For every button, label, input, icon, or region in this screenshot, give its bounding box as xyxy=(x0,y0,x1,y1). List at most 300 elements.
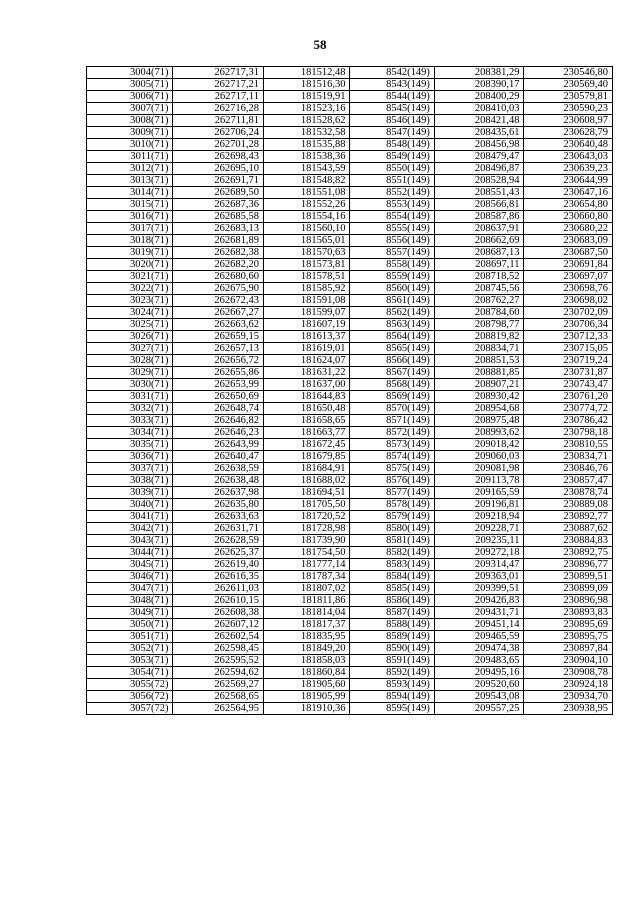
point-id-a-cell: 3013(71) xyxy=(87,175,173,187)
coord-y-b-cell: 230654,80 xyxy=(524,199,613,211)
point-id-b-cell: 8586(149) xyxy=(350,595,434,607)
coord-x-a-cell: 262633,63 xyxy=(173,511,264,523)
point-id-a-cell: 3005(71) xyxy=(87,79,173,91)
coord-y-a-cell: 181565,01 xyxy=(264,235,350,247)
table-row xyxy=(87,331,613,343)
point-id-b-cell: 8548(149) xyxy=(350,139,434,151)
coord-y-a-cell: 181519,91 xyxy=(264,91,350,103)
coord-y-a-cell: 181787,34 xyxy=(264,571,350,583)
coord-y-b-cell: 230889,08 xyxy=(524,499,613,511)
point-id-a-cell: 3022(71) xyxy=(87,283,173,295)
point-id-b-cell: 8583(149) xyxy=(350,559,434,571)
coord-x-a-cell: 262657,13 xyxy=(173,343,264,355)
point-id-b-cell: 8580(149) xyxy=(350,523,434,535)
coord-y-b-cell: 230644,99 xyxy=(524,175,613,187)
coord-y-b-cell: 230899,51 xyxy=(524,571,613,583)
point-id-b-cell: 8573(149) xyxy=(350,439,434,451)
coord-y-a-cell: 181528,62 xyxy=(264,115,350,127)
coord-y-b-cell: 230761,20 xyxy=(524,391,613,403)
table-row xyxy=(87,415,613,427)
coord-y-b-cell: 230899,09 xyxy=(524,583,613,595)
point-id-b-cell: 8587(149) xyxy=(350,607,434,619)
coord-x-b-cell: 208697,11 xyxy=(434,259,524,271)
coord-x-a-cell: 262650,69 xyxy=(173,391,264,403)
coord-y-a-cell: 181548,82 xyxy=(264,175,350,187)
table-row xyxy=(87,295,613,307)
point-id-a-cell: 3029(71) xyxy=(87,367,173,379)
point-id-b-cell: 8568(149) xyxy=(350,379,434,391)
coord-y-a-cell: 181613,37 xyxy=(264,331,350,343)
coord-y-a-cell: 181650,48 xyxy=(264,403,350,415)
coord-x-b-cell: 208718,52 xyxy=(434,271,524,283)
point-id-a-cell: 3030(71) xyxy=(87,379,173,391)
coord-y-b-cell: 230895,69 xyxy=(524,619,613,631)
coord-y-a-cell: 181811,86 xyxy=(264,595,350,607)
point-id-b-cell: 8542(149) xyxy=(350,67,434,79)
point-id-a-cell: 3012(71) xyxy=(87,163,173,175)
point-id-b-cell: 8556(149) xyxy=(350,235,434,247)
table-row xyxy=(87,355,613,367)
point-id-b-cell: 8555(149) xyxy=(350,223,434,235)
table-row xyxy=(87,499,613,511)
point-id-a-cell: 3055(72) xyxy=(87,679,173,691)
coord-y-b-cell: 230680,22 xyxy=(524,223,613,235)
coord-x-a-cell: 262675,90 xyxy=(173,283,264,295)
coord-y-a-cell: 181807,02 xyxy=(264,583,350,595)
coord-y-b-cell: 230719,24 xyxy=(524,355,613,367)
coord-y-b-cell: 230579,81 xyxy=(524,91,613,103)
coord-y-b-cell: 230798,18 xyxy=(524,427,613,439)
point-id-b-cell: 8577(149) xyxy=(350,487,434,499)
coord-y-b-cell: 230896,77 xyxy=(524,559,613,571)
coord-y-b-cell: 230687,50 xyxy=(524,247,613,259)
point-id-a-cell: 3004(71) xyxy=(87,67,173,79)
coord-y-a-cell: 181619,01 xyxy=(264,343,350,355)
coord-x-a-cell: 262619,40 xyxy=(173,559,264,571)
point-id-a-cell: 3033(71) xyxy=(87,415,173,427)
coord-y-a-cell: 181658,65 xyxy=(264,415,350,427)
coord-y-a-cell: 181560,10 xyxy=(264,223,350,235)
coord-x-a-cell: 262608,38 xyxy=(173,607,264,619)
coord-x-b-cell: 208587,86 xyxy=(434,211,524,223)
coord-x-b-cell: 208456,98 xyxy=(434,139,524,151)
table-row xyxy=(87,595,613,607)
coord-x-a-cell: 262637,98 xyxy=(173,487,264,499)
point-id-a-cell: 3035(71) xyxy=(87,439,173,451)
coord-x-b-cell: 209474,38 xyxy=(434,643,524,655)
point-id-b-cell: 8554(149) xyxy=(350,211,434,223)
coord-x-b-cell: 208881,85 xyxy=(434,367,524,379)
coord-x-b-cell: 208400,29 xyxy=(434,91,524,103)
point-id-b-cell: 8591(149) xyxy=(350,655,434,667)
coord-x-a-cell: 262682,20 xyxy=(173,259,264,271)
coord-y-a-cell: 181554,16 xyxy=(264,211,350,223)
point-id-a-cell: 3025(71) xyxy=(87,319,173,331)
coord-x-b-cell: 208410,03 xyxy=(434,103,524,115)
coord-y-a-cell: 181860,84 xyxy=(264,667,350,679)
point-id-b-cell: 8592(149) xyxy=(350,667,434,679)
coord-x-a-cell: 262711,81 xyxy=(173,115,264,127)
coord-x-a-cell: 262653,99 xyxy=(173,379,264,391)
coord-x-a-cell: 262568,65 xyxy=(173,691,264,703)
point-id-b-cell: 8552(149) xyxy=(350,187,434,199)
point-id-a-cell: 3007(71) xyxy=(87,103,173,115)
point-id-b-cell: 8579(149) xyxy=(350,511,434,523)
coord-x-a-cell: 262631,71 xyxy=(173,523,264,535)
coord-y-a-cell: 181858,03 xyxy=(264,655,350,667)
coord-y-a-cell: 181777,14 xyxy=(264,559,350,571)
table-row xyxy=(87,127,613,139)
coord-y-b-cell: 230697,07 xyxy=(524,271,613,283)
coord-x-a-cell: 262663,62 xyxy=(173,319,264,331)
coord-y-b-cell: 230702,09 xyxy=(524,307,613,319)
coord-y-a-cell: 181835,95 xyxy=(264,631,350,643)
point-id-a-cell: 3043(71) xyxy=(87,535,173,547)
table-row xyxy=(87,151,613,163)
coord-y-b-cell: 230774,72 xyxy=(524,403,613,415)
point-id-b-cell: 8563(149) xyxy=(350,319,434,331)
table-row xyxy=(87,631,613,643)
coord-x-b-cell: 208819,82 xyxy=(434,331,524,343)
coord-y-b-cell: 230698,02 xyxy=(524,295,613,307)
coord-y-a-cell: 181551,08 xyxy=(264,187,350,199)
point-id-a-cell: 3054(71) xyxy=(87,667,173,679)
coord-x-b-cell: 208479,47 xyxy=(434,151,524,163)
table-row xyxy=(87,403,613,415)
point-id-b-cell: 8558(149) xyxy=(350,259,434,271)
point-id-a-cell: 3044(71) xyxy=(87,547,173,559)
point-id-a-cell: 3018(71) xyxy=(87,235,173,247)
coord-x-b-cell: 208496,87 xyxy=(434,163,524,175)
coord-y-a-cell: 181607,19 xyxy=(264,319,350,331)
coord-x-b-cell: 209426,83 xyxy=(434,595,524,607)
point-id-a-cell: 3050(71) xyxy=(87,619,173,631)
point-id-b-cell: 8566(149) xyxy=(350,355,434,367)
coord-x-b-cell: 208798,77 xyxy=(434,319,524,331)
coord-y-a-cell: 181672,45 xyxy=(264,439,350,451)
coord-x-b-cell: 208421,48 xyxy=(434,115,524,127)
coord-y-b-cell: 230608,97 xyxy=(524,115,613,127)
coord-x-a-cell: 262716,28 xyxy=(173,103,264,115)
point-id-b-cell: 8561(149) xyxy=(350,295,434,307)
point-id-a-cell: 3045(71) xyxy=(87,559,173,571)
coord-x-b-cell: 208954,68 xyxy=(434,403,524,415)
table-row xyxy=(87,427,613,439)
coord-y-b-cell: 230712,33 xyxy=(524,331,613,343)
point-id-b-cell: 8564(149) xyxy=(350,331,434,343)
coord-y-b-cell: 230908,78 xyxy=(524,667,613,679)
coord-x-a-cell: 262698,43 xyxy=(173,151,264,163)
coord-y-b-cell: 230895,75 xyxy=(524,631,613,643)
coord-x-b-cell: 208745,56 xyxy=(434,283,524,295)
coord-x-b-cell: 208528,94 xyxy=(434,175,524,187)
point-id-b-cell: 8576(149) xyxy=(350,475,434,487)
coord-x-b-cell: 209495,16 xyxy=(434,667,524,679)
coord-y-a-cell: 181905,99 xyxy=(264,691,350,703)
coord-y-a-cell: 181637,00 xyxy=(264,379,350,391)
point-id-b-cell: 8588(149) xyxy=(350,619,434,631)
point-id-b-cell: 8595(149) xyxy=(350,703,434,715)
table-row xyxy=(87,487,613,499)
coord-y-b-cell: 230743,47 xyxy=(524,379,613,391)
coord-y-b-cell: 230846,76 xyxy=(524,463,613,475)
coord-x-b-cell: 209235,11 xyxy=(434,535,524,547)
coord-x-a-cell: 262656,72 xyxy=(173,355,264,367)
coord-x-a-cell: 262672,43 xyxy=(173,295,264,307)
coord-x-a-cell: 262681,89 xyxy=(173,235,264,247)
table-row xyxy=(87,655,613,667)
point-id-a-cell: 3020(71) xyxy=(87,259,173,271)
point-id-a-cell: 3023(71) xyxy=(87,295,173,307)
coord-y-a-cell: 181573,81 xyxy=(264,259,350,271)
coord-x-a-cell: 262602,54 xyxy=(173,631,264,643)
coord-x-b-cell: 208907,21 xyxy=(434,379,524,391)
coord-y-a-cell: 181578,51 xyxy=(264,271,350,283)
table-row xyxy=(87,691,613,703)
point-id-a-cell: 3027(71) xyxy=(87,343,173,355)
coord-x-b-cell: 208637,91 xyxy=(434,223,524,235)
coord-x-a-cell: 262643,99 xyxy=(173,439,264,451)
coord-x-a-cell: 262640,47 xyxy=(173,451,264,463)
coord-y-b-cell: 230715,05 xyxy=(524,343,613,355)
table-row xyxy=(87,583,613,595)
table-row xyxy=(87,379,613,391)
point-id-a-cell: 3019(71) xyxy=(87,247,173,259)
coord-x-a-cell: 262717,31 xyxy=(173,67,264,79)
coord-x-b-cell: 209520,60 xyxy=(434,679,524,691)
coord-x-b-cell: 208784,60 xyxy=(434,307,524,319)
coord-x-b-cell: 208566,81 xyxy=(434,199,524,211)
coord-y-a-cell: 181705,50 xyxy=(264,499,350,511)
coord-y-a-cell: 181512,48 xyxy=(264,67,350,79)
point-id-b-cell: 8565(149) xyxy=(350,343,434,355)
coord-x-a-cell: 262683,13 xyxy=(173,223,264,235)
table-row xyxy=(87,91,613,103)
table-row xyxy=(87,463,613,475)
coord-y-a-cell: 181591,08 xyxy=(264,295,350,307)
coord-x-b-cell: 209060,03 xyxy=(434,451,524,463)
coord-y-b-cell: 230934,70 xyxy=(524,691,613,703)
coord-y-b-cell: 230834,71 xyxy=(524,451,613,463)
coord-x-a-cell: 262595,52 xyxy=(173,655,264,667)
point-id-b-cell: 8593(149) xyxy=(350,679,434,691)
coord-y-a-cell: 181532,58 xyxy=(264,127,350,139)
point-id-b-cell: 8574(149) xyxy=(350,451,434,463)
point-id-a-cell: 3034(71) xyxy=(87,427,173,439)
table-row xyxy=(87,223,613,235)
table-row xyxy=(87,67,613,79)
coord-x-b-cell: 209018,42 xyxy=(434,439,524,451)
coord-x-b-cell: 209543,08 xyxy=(434,691,524,703)
coord-y-a-cell: 181679,85 xyxy=(264,451,350,463)
point-id-b-cell: 8557(149) xyxy=(350,247,434,259)
coord-y-b-cell: 230660,80 xyxy=(524,211,613,223)
coord-y-b-cell: 230546,80 xyxy=(524,67,613,79)
table-row xyxy=(87,607,613,619)
coord-x-b-cell: 208834,71 xyxy=(434,343,524,355)
coord-y-b-cell: 230896,98 xyxy=(524,595,613,607)
coordinates-table-body xyxy=(87,67,613,715)
coord-x-b-cell: 209228,71 xyxy=(434,523,524,535)
coord-y-b-cell: 230810,55 xyxy=(524,439,613,451)
coord-y-a-cell: 181754,50 xyxy=(264,547,350,559)
table-row xyxy=(87,535,613,547)
coord-x-a-cell: 262598,45 xyxy=(173,643,264,655)
point-id-b-cell: 8549(149) xyxy=(350,151,434,163)
coord-y-b-cell: 230569,40 xyxy=(524,79,613,91)
coord-y-a-cell: 181688,02 xyxy=(264,475,350,487)
coord-y-b-cell: 230691,84 xyxy=(524,259,613,271)
coord-x-b-cell: 209451,14 xyxy=(434,619,524,631)
coord-y-b-cell: 230857,47 xyxy=(524,475,613,487)
coord-x-a-cell: 262564,95 xyxy=(173,703,264,715)
coord-y-b-cell: 230643,03 xyxy=(524,151,613,163)
point-id-a-cell: 3017(71) xyxy=(87,223,173,235)
table-row xyxy=(87,391,613,403)
table-row xyxy=(87,271,613,283)
point-id-a-cell: 3016(71) xyxy=(87,211,173,223)
coord-x-a-cell: 262635,80 xyxy=(173,499,264,511)
point-id-a-cell: 3014(71) xyxy=(87,187,173,199)
coord-x-b-cell: 209165,59 xyxy=(434,487,524,499)
table-row xyxy=(87,619,613,631)
coord-y-b-cell: 230892,77 xyxy=(524,511,613,523)
point-id-a-cell: 3010(71) xyxy=(87,139,173,151)
table-row xyxy=(87,79,613,91)
coord-x-a-cell: 262628,59 xyxy=(173,535,264,547)
point-id-b-cell: 8578(149) xyxy=(350,499,434,511)
coord-y-b-cell: 230892,75 xyxy=(524,547,613,559)
table-row xyxy=(87,319,613,331)
point-id-a-cell: 3037(71) xyxy=(87,463,173,475)
point-id-a-cell: 3026(71) xyxy=(87,331,173,343)
coord-x-b-cell: 209363,01 xyxy=(434,571,524,583)
point-id-a-cell: 3048(71) xyxy=(87,595,173,607)
coord-x-a-cell: 262689,50 xyxy=(173,187,264,199)
table-row xyxy=(87,247,613,259)
point-id-a-cell: 3024(71) xyxy=(87,307,173,319)
coord-y-b-cell: 230590,23 xyxy=(524,103,613,115)
point-id-b-cell: 8590(149) xyxy=(350,643,434,655)
coord-y-a-cell: 181720,52 xyxy=(264,511,350,523)
coord-y-a-cell: 181624,07 xyxy=(264,355,350,367)
coord-x-a-cell: 262717,21 xyxy=(173,79,264,91)
coord-x-b-cell: 208851,53 xyxy=(434,355,524,367)
point-id-b-cell: 8544(149) xyxy=(350,91,434,103)
table-row xyxy=(87,211,613,223)
coord-y-b-cell: 230887,62 xyxy=(524,523,613,535)
point-id-b-cell: 8571(149) xyxy=(350,415,434,427)
coord-y-b-cell: 230938,95 xyxy=(524,703,613,715)
coord-x-b-cell: 208435,61 xyxy=(434,127,524,139)
coord-y-b-cell: 230683,09 xyxy=(524,235,613,247)
coord-x-a-cell: 262646,23 xyxy=(173,427,264,439)
coord-y-a-cell: 181849,20 xyxy=(264,643,350,655)
coord-y-b-cell: 230706,34 xyxy=(524,319,613,331)
coord-y-a-cell: 181516,30 xyxy=(264,79,350,91)
table-row xyxy=(87,667,613,679)
coord-x-b-cell: 208687,13 xyxy=(434,247,524,259)
coord-x-a-cell: 262667,27 xyxy=(173,307,264,319)
table-row xyxy=(87,511,613,523)
coord-x-b-cell: 208975,48 xyxy=(434,415,524,427)
coord-x-a-cell: 262655,86 xyxy=(173,367,264,379)
coordinates-table xyxy=(86,66,613,715)
coord-y-a-cell: 181552,26 xyxy=(264,199,350,211)
table-row xyxy=(87,307,613,319)
coord-x-a-cell: 262682,38 xyxy=(173,247,264,259)
coord-y-a-cell: 181644,83 xyxy=(264,391,350,403)
point-id-b-cell: 8553(149) xyxy=(350,199,434,211)
coord-y-a-cell: 181910,36 xyxy=(264,703,350,715)
table-row xyxy=(87,439,613,451)
coord-y-b-cell: 230786,42 xyxy=(524,415,613,427)
page-number: 58 xyxy=(313,37,327,52)
coord-x-a-cell: 262594,62 xyxy=(173,667,264,679)
point-id-a-cell: 3006(71) xyxy=(87,91,173,103)
coord-x-b-cell: 209557,25 xyxy=(434,703,524,715)
point-id-b-cell: 8585(149) xyxy=(350,583,434,595)
point-id-b-cell: 8551(149) xyxy=(350,175,434,187)
coord-x-b-cell: 209399,51 xyxy=(434,583,524,595)
point-id-b-cell: 8575(149) xyxy=(350,463,434,475)
coord-x-a-cell: 262701,28 xyxy=(173,139,264,151)
coord-y-b-cell: 230924,18 xyxy=(524,679,613,691)
coord-x-b-cell: 209465,59 xyxy=(434,631,524,643)
point-id-a-cell: 3046(71) xyxy=(87,571,173,583)
coord-y-b-cell: 230639,23 xyxy=(524,163,613,175)
point-id-b-cell: 8547(149) xyxy=(350,127,434,139)
table-row xyxy=(87,523,613,535)
coord-x-a-cell: 262611,03 xyxy=(173,583,264,595)
point-id-b-cell: 8550(149) xyxy=(350,163,434,175)
coord-y-b-cell: 230628,79 xyxy=(524,127,613,139)
coord-y-a-cell: 181535,88 xyxy=(264,139,350,151)
coord-y-b-cell: 230897,84 xyxy=(524,643,613,655)
point-id-a-cell: 3028(71) xyxy=(87,355,173,367)
point-id-b-cell: 8545(149) xyxy=(350,103,434,115)
coord-x-b-cell: 209431,71 xyxy=(434,607,524,619)
point-id-b-cell: 8582(149) xyxy=(350,547,434,559)
coord-x-b-cell: 208930,42 xyxy=(434,391,524,403)
coord-x-a-cell: 262680,60 xyxy=(173,271,264,283)
point-id-b-cell: 8572(149) xyxy=(350,427,434,439)
coord-y-a-cell: 181523,16 xyxy=(264,103,350,115)
coord-x-a-cell: 262687,36 xyxy=(173,199,264,211)
point-id-a-cell: 3053(71) xyxy=(87,655,173,667)
coord-y-b-cell: 230731,87 xyxy=(524,367,613,379)
coord-x-b-cell: 209272,18 xyxy=(434,547,524,559)
coord-y-b-cell: 230893,83 xyxy=(524,607,613,619)
coord-x-b-cell: 208762,27 xyxy=(434,295,524,307)
coord-x-a-cell: 262607,12 xyxy=(173,619,264,631)
coord-x-a-cell: 262625,37 xyxy=(173,547,264,559)
point-id-a-cell: 3011(71) xyxy=(87,151,173,163)
point-id-b-cell: 8570(149) xyxy=(350,403,434,415)
point-id-a-cell: 3036(71) xyxy=(87,451,173,463)
coord-x-a-cell: 262691,71 xyxy=(173,175,264,187)
point-id-a-cell: 3057(72) xyxy=(87,703,173,715)
point-id-a-cell: 3049(71) xyxy=(87,607,173,619)
coord-y-a-cell: 181684,91 xyxy=(264,463,350,475)
table-row xyxy=(87,679,613,691)
coord-y-a-cell: 181543,59 xyxy=(264,163,350,175)
point-id-a-cell: 3009(71) xyxy=(87,127,173,139)
table-row xyxy=(87,235,613,247)
coord-x-a-cell: 262717,11 xyxy=(173,91,264,103)
table-row xyxy=(87,643,613,655)
point-id-b-cell: 8594(149) xyxy=(350,691,434,703)
